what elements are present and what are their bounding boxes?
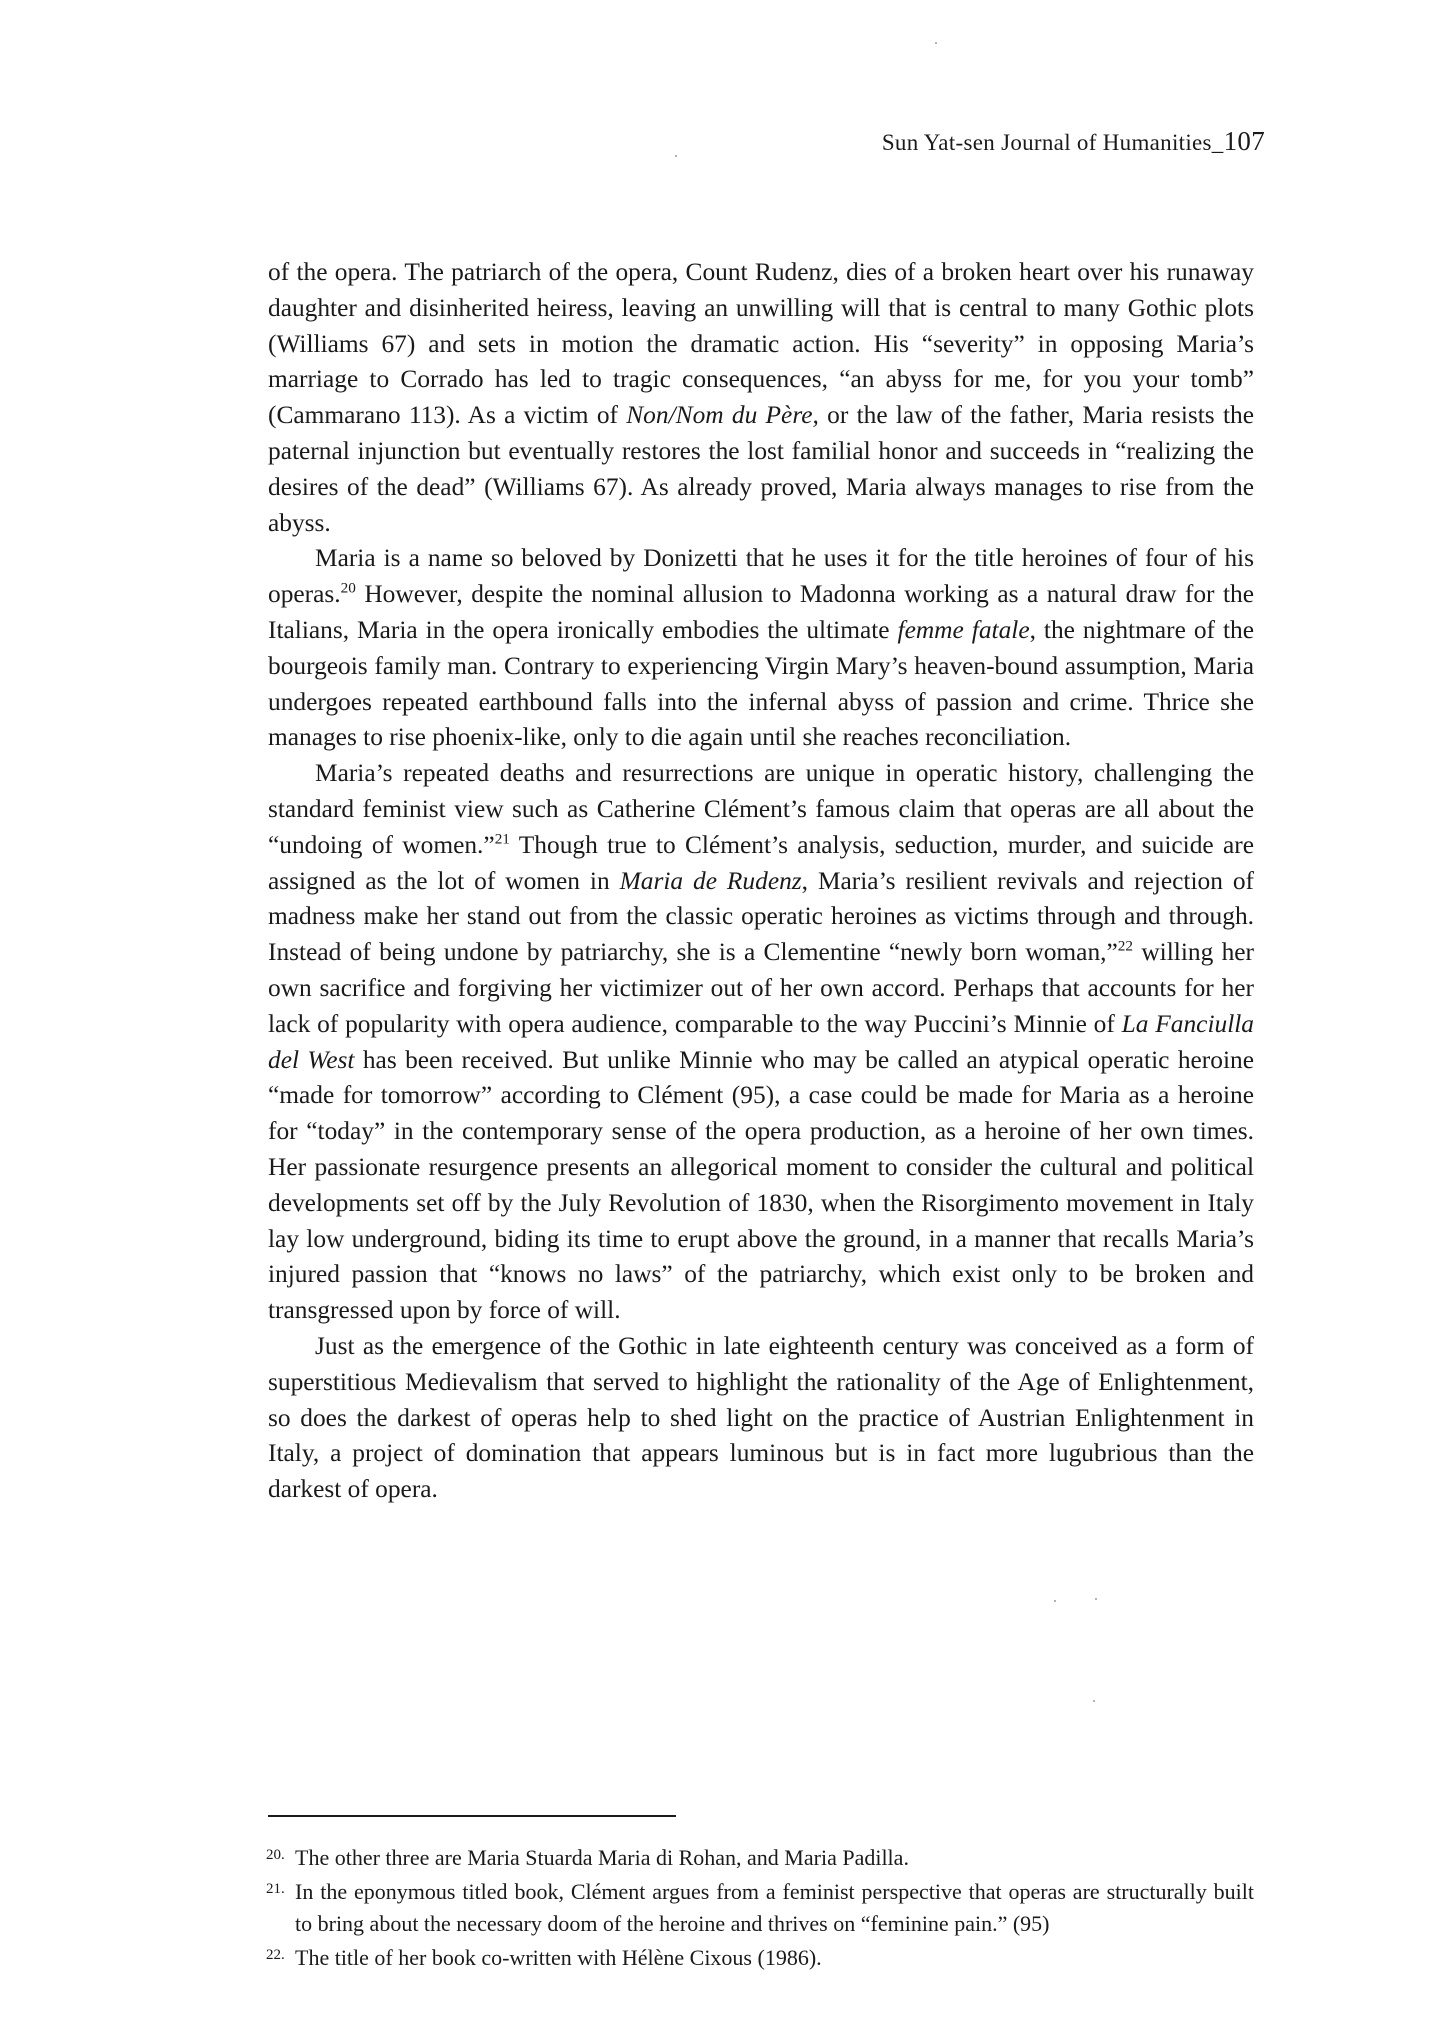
footnote-ref-20[interactable]: 20 <box>340 579 356 597</box>
italic-term: Non/Nom du Père, <box>626 401 819 430</box>
footnote-text: The other three are Maria Stuarda Maria di Rohan, and Maria Padilla. <box>295 1845 909 1870</box>
scan-speck <box>1093 1700 1095 1702</box>
scan-speck <box>1054 1600 1056 1602</box>
text-run: , the nightmare of the bourgeois family man. Contrary to experiencing Virgin Mary’s heaven-bound assumption, Maria undergoes repeated earthbound falls into the infernal abyss of passion and crime. Thrice she manages to rise phoenix-like, only to die again until she reaches reconciliation. <box>268 615 1254 752</box>
text-run: Maria’s repeated deaths and resurrections are unique in operatic history, challenging the standard feminist view such as Catherine Clément’s famous claim that operas are all about the “undoing of women.” <box>268 759 1254 859</box>
text-run: has been received. But unlike Minnie who may be called an atypical operatic heroine “made for tomorrow” according to Clément (95), a case could be made for Maria as a heroine for “today” in the contemporary sense of the opera production, as a heroine of her own times. Her passionate resurgence presents an allegorical moment to consider the cultural and political developments set off by the July Revolution of 1830, when the Risorgimento movement in Italy lay low underground, biding its time to erupt above the ground, in a manner that recalls Maria’s injured passion that “knows no laws” of the patriarchy, which exist only to be broken and transgressed upon by force of will. <box>268 1045 1254 1325</box>
footnote-ref-21[interactable]: 21 <box>494 830 510 848</box>
scan-speck <box>1095 1598 1097 1600</box>
footnote-ref-22[interactable]: 22 <box>1117 937 1133 955</box>
italic-title: Maria de Rudenz <box>619 866 802 895</box>
footnote-text: The title of her book co-written with Hélène Cixous (1986). <box>295 1945 822 1970</box>
footnotes <box>266 1842 1254 1976</box>
text-run: willing her own sacrifice and forgiving her victimizer out of her own accord. Perhaps that accounts for her lack of popularity with opera audience, comparable to the way Puccini’s Minnie of <box>268 938 1254 1038</box>
italic-title: La Fanciulla del West <box>268 1009 1255 1074</box>
scan-speck <box>675 155 677 157</box>
text-run: or the law of the father, Maria resists the paternal injunction but eventually restores the lost familial honor and succeeds in “realizing the desires of the dead” (Williams 67). As already proved, Maria always manages to rise from the abyss. <box>268 401 1254 537</box>
text-run: Just as the emergence of the Gothic in late eighteenth century was conceived as a form of superstitious Medievalism that served to highlight the rationality of the Age of Enlightenment, so does the darkest of operas help to shed light on the practice of Austrian Enlightenment in Italy, a project of domination that appears luminous but is in fact more lugubrious than the darkest of opera. <box>268 1331 1254 1504</box>
text-run: of the opera. The patriarch of the opera, Count Rudenz, dies of a broken heart over his runaway daughter and disinherited heiress, leaving an unwilling will that is central to many Gothic plots (Williams 67) and sets in motion the dramatic action. His “severity” in opposing Maria’s marriage to Corrado has led to tragic consequences, “an abyss for me, for you your tomb” (Cammarano 113). As a victim of <box>268 258 1254 430</box>
footnote-text: In the eponymous titled book, Clément argues from a feminist perspective that operas are structurally built to bring about the necessary doom of the heroine and thrives on “feminine pain.” (95) <box>295 1879 1254 1936</box>
journal-title: Sun Yat-sen Journal of Humanities_ <box>881 130 1224 155</box>
footnote-20: 20. The other three are Maria Stuarda Maria di Rohan, and Maria Padilla. <box>266 1845 909 1870</box>
footnote-21: 21. In the eponymous titled book, Clément argues from a feminist perspective that operas are structurally built to bring about the necessary doom of the heroine and thrives on “feminine pain.” (95) <box>266 1879 1254 1936</box>
running-header <box>882 126 1265 157</box>
paragraph-1 <box>268 255 1254 541</box>
text-run: However, despite the nominal allusion to Madonna working as a natural draw for the Italians, Maria in the opera ironically embodies the ultimate <box>268 580 1254 644</box>
text-run: , Maria’s resilient revivals and rejection of madness make her stand out from the classic operatic heroines as victims through and through. Instead of being undone by patriarchy, she is a Clementine “newly born woman,” <box>268 866 1254 967</box>
footnote-divider <box>268 1815 676 1817</box>
text-run: Maria is a name so beloved by Donizetti that he uses it for the title heroines of four of his operas. <box>268 544 1254 609</box>
footnote-22: 22. The title of her book co-written with Hélène Cixous (1986). <box>266 1945 822 1970</box>
paragraph-2 <box>268 541 1254 756</box>
article-body <box>268 255 1254 1508</box>
text-run: Though true to Clément’s analysis, seduction, murder, and suicide are assigned as the lot of women in <box>268 830 1254 895</box>
scan-speck <box>935 42 937 44</box>
paragraph-4 <box>268 1329 1254 1508</box>
paragraph-3 <box>268 756 1254 1329</box>
italic-term: femme fatale <box>897 615 1030 644</box>
page-number: 107 <box>1223 126 1265 156</box>
